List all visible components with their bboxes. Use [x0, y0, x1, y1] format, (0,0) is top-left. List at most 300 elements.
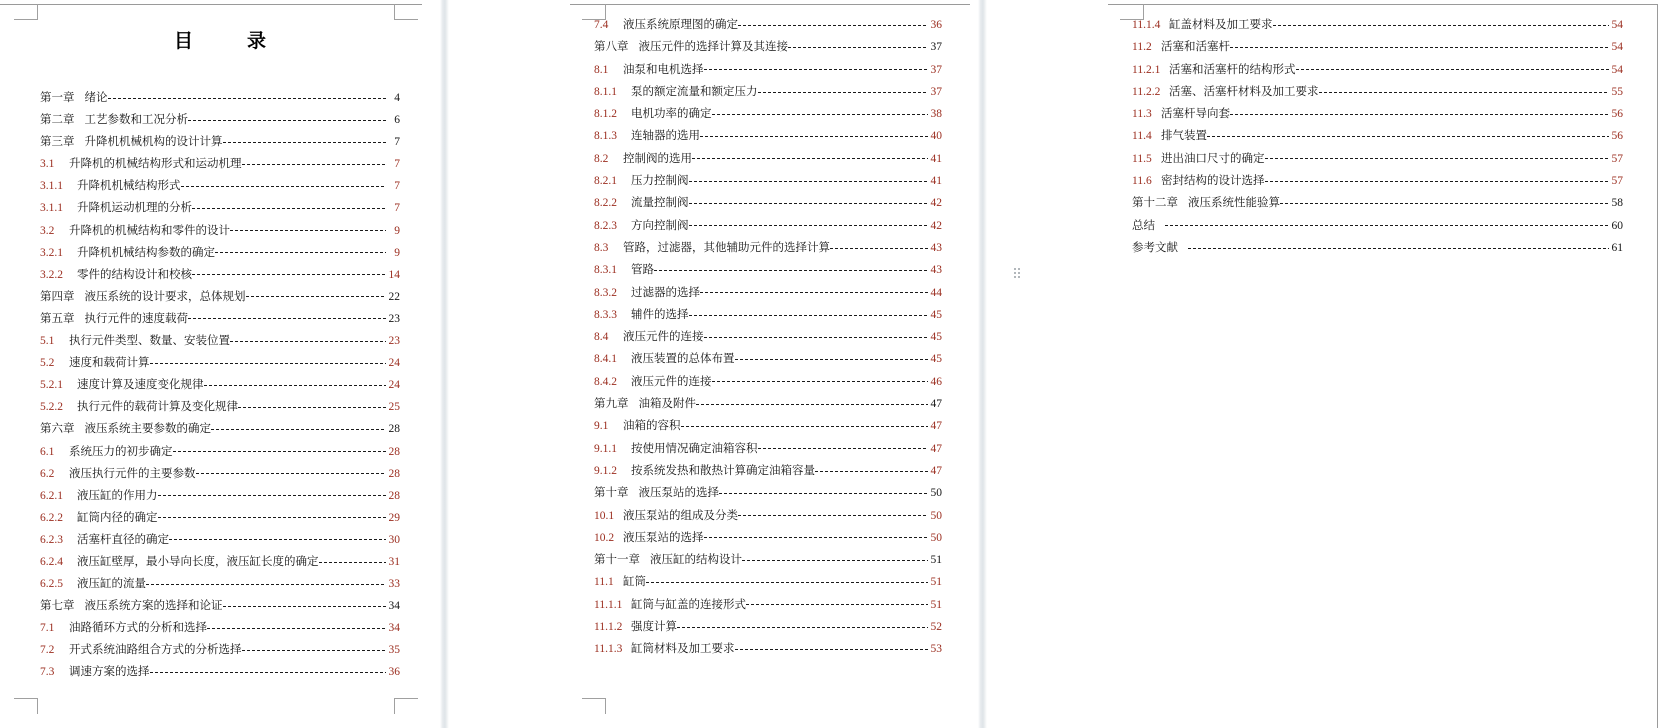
toc-entry-label: 按使用情况确定油箱容积	[631, 442, 758, 455]
toc-leader-dots	[758, 92, 929, 93]
toc-entry-number: 第七章	[40, 600, 75, 613]
toc-entry-page-number: 57	[1611, 152, 1623, 165]
toc-entry-label: 控制阀的选用	[623, 152, 692, 165]
toc-entry[interactable]	[594, 415, 942, 437]
toc-entry-page-number: 47	[930, 398, 942, 411]
drag-handle-icon[interactable]	[1014, 268, 1021, 279]
toc-entry-page-number: 28	[388, 445, 400, 458]
toc-entry[interactable]	[40, 507, 400, 529]
toc-entry[interactable]	[40, 441, 400, 463]
toc-entry-page-number: 54	[1611, 63, 1623, 76]
toc-leader-dots	[211, 429, 386, 430]
toc-entry-number: 8.4.1	[594, 353, 617, 366]
toc-entry-label: 开式系统油路组合方式的分析选择	[69, 644, 242, 657]
toc-entry[interactable]	[1132, 192, 1623, 214]
toc-entry-page-number: 37	[930, 85, 942, 98]
toc-entry[interactable]	[40, 330, 400, 352]
toc-entry[interactable]	[594, 148, 942, 170]
toc-entry[interactable]	[40, 529, 400, 551]
toc-entry-label: 速度和载荷计算	[69, 357, 150, 370]
toc-entry-page-number: 47	[930, 442, 942, 455]
toc-entry-number: 11.2	[1132, 41, 1152, 54]
toc-entry-page-number: 51	[930, 576, 942, 589]
toc-entry-number: 3.1	[40, 158, 55, 171]
toc-leader-dots	[1188, 248, 1609, 249]
toc-entry-label: 油箱的容积	[623, 420, 681, 433]
toc-entry[interactable]	[40, 131, 400, 153]
toc-entry[interactable]	[40, 352, 400, 374]
toc-leader-dots	[646, 582, 928, 583]
toc-entry-page-number: 51	[930, 554, 942, 567]
toc-entry[interactable]	[1132, 103, 1623, 125]
toc-entry[interactable]	[1132, 170, 1623, 192]
toc-entry-page-number: 42	[930, 219, 942, 232]
toc-leader-dots	[689, 315, 929, 316]
document-page-2[interactable]	[458, 0, 970, 728]
toc-leader-dots	[681, 426, 929, 427]
toc-entry-number: 5.2.2	[40, 401, 63, 414]
toc-leader-dots	[815, 471, 928, 472]
toc-entry-label: 液压缸的作用力	[77, 489, 158, 502]
page-2-body	[594, 0, 942, 728]
toc-entry-label: 液压元件的选择计算及其连接	[638, 41, 788, 54]
toc-entry[interactable]	[40, 485, 400, 507]
page-title-char-1: 目	[173, 31, 193, 52]
toc-leader-dots	[704, 337, 929, 338]
toc-entry-page-number: 50	[930, 531, 942, 544]
toc-entry[interactable]	[1132, 215, 1623, 237]
toc-entry-label: 零件的结构设计和校核	[77, 268, 192, 281]
toc-entry[interactable]	[594, 215, 942, 237]
toc-entry[interactable]	[40, 264, 400, 286]
toc-entry-number: 3.1.1	[40, 202, 63, 215]
toc-entry-label: 系统压力的初步确定	[69, 445, 173, 458]
document-page-1[interactable]	[0, 0, 432, 728]
toc-leader-dots	[1165, 225, 1609, 226]
toc-entry-page-number: 52	[930, 621, 942, 634]
toc-entry-label: 液压缸的流量	[77, 578, 146, 591]
toc-entry[interactable]	[40, 242, 400, 264]
toc-entry-page-number: 28	[388, 489, 400, 502]
toc-entry-page-number: 58	[1611, 197, 1623, 210]
toc-entry[interactable]	[594, 348, 942, 370]
toc-entry-label: 电机功率的确定	[631, 108, 712, 121]
toc-entry-label: 液压执行元件的主要参数	[69, 467, 196, 480]
toc-list-page-3	[1132, 14, 1623, 259]
toc-entry[interactable]	[40, 573, 400, 595]
toc-leader-dots	[689, 225, 929, 226]
toc-entry[interactable]	[594, 527, 942, 549]
toc-leader-dots	[689, 181, 929, 182]
toc-entry-label: 调速方案的选择	[69, 666, 150, 679]
toc-entry-number: 参考文献	[1132, 241, 1178, 254]
toc-leader-dots	[192, 208, 386, 209]
toc-entry-label: 缸筒材料及加工要求	[631, 643, 735, 656]
toc-entry[interactable]	[594, 549, 942, 571]
toc-entry[interactable]	[40, 286, 400, 308]
toc-entry[interactable]	[40, 109, 400, 131]
toc-leader-dots	[704, 69, 929, 70]
toc-entry[interactable]	[1132, 81, 1623, 103]
toc-entry-page-number: 36	[930, 19, 942, 31]
page-gutter-1	[432, 0, 458, 728]
toc-entry[interactable]	[594, 14, 942, 36]
toc-entry[interactable]	[594, 482, 942, 504]
toc-entry-number: 第五章	[40, 312, 75, 325]
toc-entry-page-number: 47	[930, 420, 942, 433]
page-right-border	[1657, 4, 1658, 728]
toc-leader-dots	[188, 318, 386, 319]
toc-entry-number: 7.3	[40, 666, 55, 679]
toc-entry[interactable]	[594, 282, 942, 304]
toc-leader-dots	[1319, 92, 1610, 93]
toc-leader-dots	[246, 296, 387, 297]
toc-entry-label: 执行元件的速度载荷	[84, 312, 188, 325]
toc-entry-page-number: 45	[930, 331, 942, 344]
toc-leader-dots	[215, 252, 386, 253]
toc-entry[interactable]	[40, 639, 400, 661]
toc-entry-label: 活塞和活塞杆的结构形式	[1169, 63, 1296, 76]
toc-entry[interactable]	[40, 153, 400, 175]
toc-entry-number: 11.2.1	[1132, 63, 1161, 76]
toc-leader-dots	[230, 230, 386, 231]
toc-leader-dots	[188, 120, 386, 121]
toc-entry-label: 压力控制阀	[631, 175, 689, 188]
toc-entry-page-number: 22	[388, 290, 400, 303]
page-1-body	[40, 0, 400, 728]
toc-entry-label: 油箱及附件	[638, 398, 696, 411]
crop-mark-bottom-left	[14, 698, 38, 714]
toc-entry-number: 第九章	[594, 398, 629, 411]
toc-entry-page-number: 24	[388, 357, 400, 370]
toc-entry-page-number: 14	[388, 268, 400, 281]
toc-entry[interactable]	[594, 438, 942, 460]
toc-entry-page-number: 35	[388, 644, 400, 657]
toc-entry-label: 工艺参数和工况分析	[84, 114, 188, 127]
toc-entry-page-number: 24	[388, 379, 400, 392]
toc-leader-dots	[735, 649, 929, 650]
toc-entry-label: 液压系统主要参数的确定	[84, 423, 211, 436]
toc-entry-page-number: 54	[1611, 19, 1623, 31]
toc-entry-number: 8.1.3	[594, 130, 617, 143]
toc-entry-page-number: 41	[930, 152, 942, 165]
toc-entry-number: 8.4.2	[594, 375, 617, 388]
toc-entry-number: 8.3	[594, 241, 609, 254]
toc-entry[interactable]	[594, 571, 942, 593]
page-3-body	[1132, 0, 1623, 728]
toc-leader-dots	[108, 98, 387, 99]
toc-entry-label: 液压泵站的组成及分类	[623, 509, 738, 522]
toc-entry-number: 8.1.1	[594, 85, 617, 98]
document-page-3[interactable]	[996, 0, 1663, 728]
toc-entry-label: 缸筒内径的确定	[77, 511, 158, 524]
toc-entry-number: 11.1	[594, 576, 614, 589]
toc-entry-page-number: 7	[394, 136, 400, 149]
toc-leader-dots	[158, 517, 387, 518]
toc-entry-label: 活塞杆直径的确定	[77, 533, 169, 546]
toc-entry-number: 6.1	[40, 445, 55, 458]
toc-entry-number: 7.4	[594, 19, 609, 31]
toc-leader-dots	[150, 363, 387, 364]
toc-entry-number: 第八章	[594, 41, 629, 54]
toc-entry-number: 8.2.2	[594, 197, 617, 210]
toc-entry-number: 11.1.3	[594, 643, 623, 656]
toc-entry-number: 8.2.3	[594, 219, 617, 232]
toc-leader-dots	[700, 136, 928, 137]
toc-entry[interactable]	[594, 81, 942, 103]
toc-entry-page-number: 7	[394, 158, 400, 171]
toc-entry-number: 6.2.2	[40, 511, 63, 524]
toc-entry-label: 密封结构的设计选择	[1161, 175, 1265, 188]
toc-entry-label: 升降机机械结构形式	[77, 180, 181, 193]
toc-leader-dots	[169, 539, 386, 540]
toc-entry[interactable]	[594, 192, 942, 214]
toc-entry-label: 活塞和活塞杆	[1161, 41, 1230, 54]
toc-list-page-1	[40, 87, 400, 684]
toc-entry-page-number: 45	[930, 308, 942, 321]
toc-entry[interactable]	[40, 661, 400, 683]
toc-entry-label: 缸盖材料及加工要求	[1169, 19, 1273, 31]
toc-entry-page-number: 36	[388, 666, 400, 679]
toc-entry[interactable]	[594, 59, 942, 81]
toc-entry-label: 液压缸壁厚，最小导向长度，液压缸长度的确定	[77, 555, 319, 568]
toc-entry-page-number: 34	[388, 600, 400, 613]
toc-leader-dots	[181, 186, 387, 187]
toc-entry-number: 第十章	[594, 487, 629, 500]
toc-entry-number: 6.2.1	[40, 489, 63, 502]
toc-entry[interactable]	[40, 396, 400, 418]
toc-entry-label: 升降机的机械结构和零件的设计	[69, 224, 230, 237]
toc-entry-page-number: 42	[930, 197, 942, 210]
toc-leader-dots	[712, 114, 929, 115]
toc-entry-label: 活塞、活塞杆材料及加工要求	[1169, 85, 1319, 98]
toc-entry[interactable]	[40, 463, 400, 485]
toc-entry-number: 7.1	[40, 622, 55, 635]
toc-leader-dots	[742, 560, 928, 561]
toc-entry-label: 液压系统性能验算	[1188, 197, 1280, 210]
toc-entry-label: 强度计算	[631, 621, 677, 634]
toc-entry-number: 5.2.1	[40, 379, 63, 392]
toc-entry-number: 第十二章	[1132, 197, 1178, 210]
toc-leader-dots	[689, 203, 929, 204]
toc-entry-page-number: 31	[388, 555, 400, 568]
toc-entry-label: 过滤器的选择	[631, 286, 700, 299]
toc-entry-page-number: 56	[1611, 130, 1623, 143]
toc-entry-label: 流量控制阀	[631, 197, 689, 210]
toc-entry-label: 绪论	[84, 92, 108, 104]
toc-leader-dots	[738, 25, 928, 26]
toc-entry-label: 活塞杆导向套	[1161, 108, 1230, 121]
toc-entry[interactable]	[40, 617, 400, 639]
toc-entry-page-number: 25	[388, 401, 400, 414]
toc-entry-number: 11.5	[1132, 152, 1152, 165]
toc-entry[interactable]	[40, 374, 400, 396]
toc-entry-label: 排气装置	[1161, 130, 1207, 143]
toc-entry-label: 执行元件的载荷计算及变化规律	[77, 401, 238, 414]
toc-entry[interactable]	[594, 460, 942, 482]
toc-entry[interactable]	[594, 326, 942, 348]
toc-leader-dots	[1265, 181, 1610, 182]
toc-entry[interactable]	[1132, 36, 1623, 58]
toc-entry-number: 8.1.2	[594, 108, 617, 121]
toc-leader-dots	[712, 381, 929, 382]
toc-entry-label: 辅件的选择	[631, 308, 689, 321]
toc-entry-page-number: 43	[930, 241, 942, 254]
toc-entry-page-number: 30	[388, 533, 400, 546]
toc-entry-number: 11.4	[1132, 130, 1152, 143]
toc-entry-page-number: 54	[1611, 41, 1623, 54]
toc-leader-dots	[1230, 47, 1609, 48]
toc-leader-dots	[1265, 158, 1610, 159]
crop-mark-top-left	[14, 4, 38, 20]
toc-entry[interactable]	[594, 170, 942, 192]
toc-leader-dots	[692, 158, 928, 159]
toc-entry-number: 第四章	[40, 290, 75, 303]
toc-entry-page-number: 37	[930, 63, 942, 76]
toc-entry[interactable]	[594, 103, 942, 125]
toc-entry-page-number: 38	[930, 108, 942, 121]
toc-leader-dots	[1273, 25, 1610, 26]
toc-leader-dots	[1207, 136, 1609, 137]
toc-entry-number: 10.2	[594, 531, 615, 544]
toc-entry-number: 8.2.1	[594, 175, 617, 188]
toc-entry-page-number: 43	[930, 264, 942, 277]
toc-entry[interactable]	[594, 616, 942, 638]
toc-entry-number: 11.1.1	[594, 598, 623, 611]
toc-entry[interactable]	[594, 259, 942, 281]
toc-entry[interactable]	[594, 393, 942, 415]
toc-entry-label: 升降机的机械结构形式和运动机理	[69, 158, 242, 171]
page-title	[40, 26, 400, 53]
toc-leader-dots	[738, 515, 928, 516]
toc-entry-number: 9.1.1	[594, 442, 617, 455]
toc-entry[interactable]	[594, 505, 942, 527]
toc-leader-dots	[223, 142, 387, 143]
toc-entry[interactable]	[40, 87, 400, 109]
toc-entry-page-number: 4	[394, 92, 400, 104]
toc-entry[interactable]	[594, 594, 942, 616]
toc-entry-label: 管路，过滤器，其他辅助元件的选择计算	[623, 241, 830, 254]
toc-entry-number: 总结	[1132, 219, 1155, 232]
toc-entry-label: 管路	[631, 264, 654, 277]
toc-entry[interactable]	[594, 36, 942, 58]
toc-leader-dots	[230, 341, 386, 342]
toc-entry[interactable]	[1132, 125, 1623, 147]
toc-entry-number: 7.2	[40, 644, 55, 657]
toc-entry[interactable]	[40, 220, 400, 242]
toc-entry-page-number: 44	[930, 286, 942, 299]
toc-entry-page-number: 61	[1611, 241, 1623, 254]
toc-leader-dots	[654, 270, 928, 271]
toc-leader-dots	[192, 274, 386, 275]
toc-entry-label: 升降机运动机理的分析	[77, 202, 192, 215]
toc-entry[interactable]	[594, 371, 942, 393]
toc-entry-number: 11.6	[1132, 175, 1152, 188]
toc-leader-dots	[150, 672, 387, 673]
toc-entry-page-number: 50	[930, 509, 942, 522]
toc-entry[interactable]	[1132, 148, 1623, 170]
toc-entry-label: 缸筒与缸盖的连接形式	[631, 598, 746, 611]
toc-entry-page-number: 46	[930, 375, 942, 388]
toc-entry[interactable]	[1132, 14, 1623, 36]
toc-entry[interactable]	[594, 125, 942, 147]
toc-leader-dots	[704, 537, 929, 538]
toc-entry-number: 11.1.2	[594, 621, 623, 634]
toc-leader-dots	[735, 359, 929, 360]
toc-entry-label: 速度计算及速度变化规律	[77, 379, 204, 392]
toc-entry[interactable]	[40, 595, 400, 617]
toc-entry[interactable]	[40, 308, 400, 330]
toc-entry-label: 液压元件的连接	[623, 331, 704, 344]
toc-entry-number: 8.4	[594, 331, 609, 344]
toc-entry-label: 泵的额定流量和额定压力	[631, 85, 758, 98]
toc-entry[interactable]	[1132, 59, 1623, 81]
toc-leader-dots	[204, 385, 387, 386]
toc-entry-label: 连轴器的选用	[631, 130, 700, 143]
toc-entry[interactable]	[1132, 237, 1623, 259]
toc-leader-dots	[1280, 203, 1609, 204]
toc-leader-dots	[207, 628, 386, 629]
toc-entry-label: 进出油口尺寸的确定	[1161, 152, 1265, 165]
page-gutter-2	[970, 0, 996, 728]
toc-leader-dots	[700, 292, 928, 293]
toc-entry[interactable]	[40, 175, 400, 197]
toc-leader-dots	[788, 47, 928, 48]
toc-entry-number: 3.2.2	[40, 268, 63, 281]
toc-leader-dots	[173, 451, 387, 452]
toc-entry-label: 按系统发热和散热计算确定油箱容量	[631, 464, 815, 477]
toc-entry-number: 3.1.1	[40, 180, 63, 193]
toc-leader-dots	[242, 650, 387, 651]
toc-entry-page-number: 45	[930, 353, 942, 366]
toc-entry-page-number: 9	[394, 224, 400, 237]
toc-entry-page-number: 34	[388, 622, 400, 635]
toc-entry-number: 8.3.1	[594, 264, 617, 277]
toc-entry-number: 6.2.4	[40, 555, 63, 568]
toc-entry[interactable]	[40, 551, 400, 573]
toc-entry-page-number: 23	[388, 335, 400, 348]
toc-entry-page-number: 37	[930, 41, 942, 54]
toc-leader-dots	[1296, 69, 1610, 70]
toc-entry-label: 升降机机械结构参数的确定	[77, 246, 215, 259]
toc-entry-page-number: 57	[1611, 175, 1623, 188]
toc-entry-label: 液压泵站的选择	[623, 531, 704, 544]
toc-entry-page-number: 23	[388, 312, 400, 325]
toc-entry-number: 9.1	[594, 420, 609, 433]
toc-entry-number: 6.2.3	[40, 533, 63, 546]
toc-leader-dots	[758, 448, 929, 449]
toc-leader-dots	[223, 606, 387, 607]
toc-entry-label: 执行元件类型、数量、安装位置	[69, 335, 230, 348]
toc-entry-page-number: 33	[388, 578, 400, 591]
toc-entry-number: 5.1	[40, 335, 55, 348]
toc-entry-page-number: 7	[394, 180, 400, 193]
toc-leader-dots	[719, 493, 928, 494]
toc-entry-label: 液压泵站的选择	[638, 487, 719, 500]
toc-leader-dots	[319, 562, 387, 563]
toc-entry[interactable]	[40, 197, 400, 219]
toc-entry[interactable]	[594, 304, 942, 326]
toc-entry[interactable]	[594, 638, 942, 660]
toc-entry-page-number: 28	[388, 423, 400, 436]
toc-entry-page-number: 7	[394, 202, 400, 215]
toc-entry-page-number: 60	[1611, 219, 1623, 232]
toc-entry[interactable]	[40, 418, 400, 440]
toc-entry[interactable]	[594, 237, 942, 259]
toc-entry-page-number: 56	[1611, 108, 1623, 121]
toc-entry-label: 液压元件的连接	[631, 375, 712, 388]
toc-entry-page-number: 6	[394, 114, 400, 127]
